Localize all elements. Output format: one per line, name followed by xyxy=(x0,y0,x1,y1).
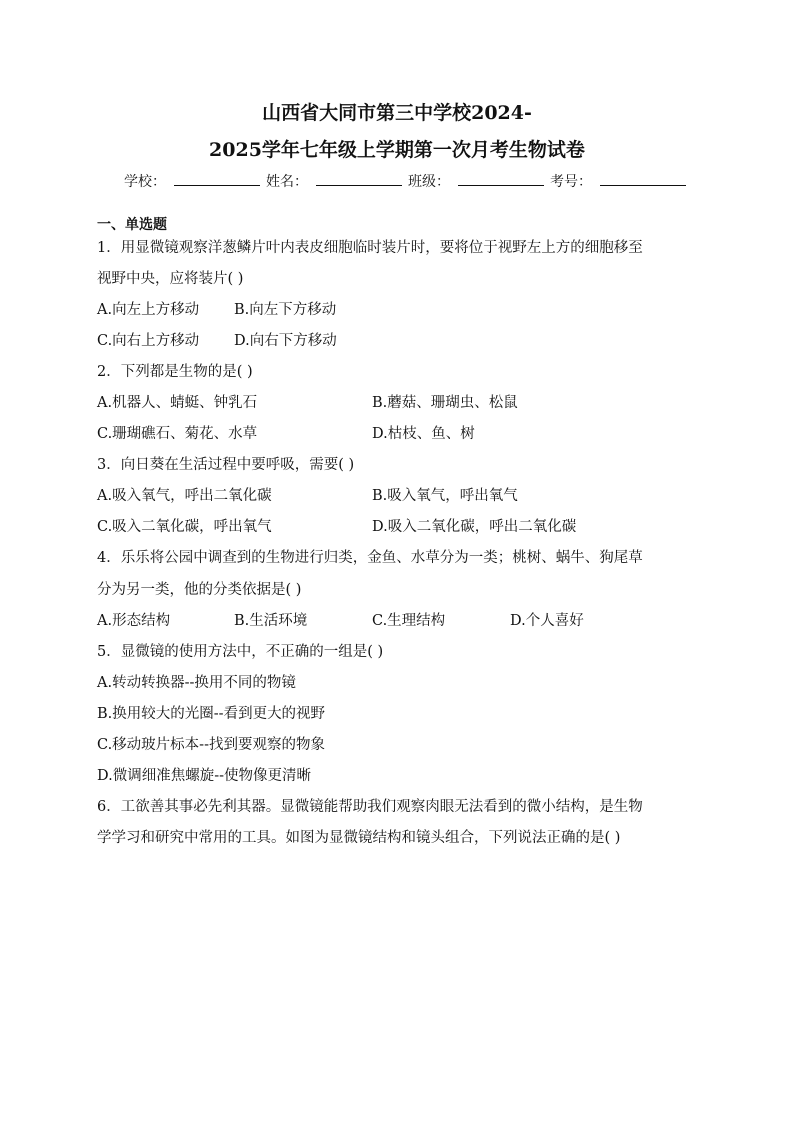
question-2-line-1: 2．下列都是生物的是( ) xyxy=(97,364,253,380)
question-5-option-d: D.微调细准焦螺旋--使物像更清晰 xyxy=(97,768,312,784)
question-5-option-a: A.转动转换器--换用不同的物镜 xyxy=(97,675,296,691)
class-blank[interactable] xyxy=(458,171,544,186)
question-2-option-b: B.蘑菇、珊瑚虫、松鼠 xyxy=(372,395,518,411)
exam-title-line-1: 山西省大同市第三中学校2024- xyxy=(262,102,532,124)
question-4-option-b: B.生活环境 xyxy=(234,613,308,629)
question-5-option-b: B.换用较大的光圈--看到更大的视野 xyxy=(97,706,326,722)
question-2-option-d: D.枯枝、鱼、树 xyxy=(372,426,475,442)
question-4-option-d: D.个人喜好 xyxy=(510,613,584,629)
school-blank[interactable] xyxy=(174,171,260,186)
exam-title-line-2: 2025学年七年级上学期第一次月考生物试卷 xyxy=(209,139,585,161)
question-3-option-d: D.吸入二氧化碳，呼出二氧化碳 xyxy=(372,519,577,535)
question-4-line-2: 分为另一类，他的分类依据是( ) xyxy=(97,582,302,598)
number-label: 考号： xyxy=(550,174,592,190)
question-1-option-b: B.向左下方移动 xyxy=(234,302,337,318)
question-5-option-c: C.移动玻片标本--找到要观察的物象 xyxy=(97,737,325,753)
school-label: 学校： xyxy=(124,174,166,190)
section-heading: 一、单选题 xyxy=(97,217,167,233)
question-3-option-b: B.吸入氧气，呼出氧气 xyxy=(372,488,518,504)
question-1-option-d: D.向右下方移动 xyxy=(234,333,337,349)
student-info-row xyxy=(124,171,692,192)
question-1-option-a: A.向左上方移动 xyxy=(97,302,200,318)
number-blank[interactable] xyxy=(600,171,686,186)
question-4-option-a: A.形态结构 xyxy=(97,613,171,629)
question-1-option-c: C.向右上方移动 xyxy=(97,333,200,349)
name-label: 姓名： xyxy=(266,174,308,190)
question-6-line-2: 学学习和研究中常用的工具。如图为显微镜结构和镜头组合，下列说法正确的是( ) xyxy=(97,830,621,846)
question-3-option-c: C.吸入二氧化碳，呼出氧气 xyxy=(97,519,272,535)
question-1-line-1: 1．用显微镜观察洋葱鳞片叶内表皮细胞临时装片时，要将位于视野左上方的细胞移至 xyxy=(97,240,643,256)
question-6-line-1: 6．工欲善其事必先利其器。显微镜能帮助我们观察肉眼无法看到的微小结构，是生物 xyxy=(97,799,643,815)
question-3-option-a: A.吸入氧气，呼出二氧化碳 xyxy=(97,488,272,504)
question-4-line-1: 4．乐乐将公园中调查到的生物进行归类，金鱼、水草分为一类；桃树、蜗牛、狗尾草 xyxy=(97,550,643,566)
question-2-option-c: C.珊瑚礁石、菊花、水草 xyxy=(97,426,258,442)
question-2-option-a: A.机器人、蜻蜓、钟乳石 xyxy=(97,395,258,411)
question-3-line-1: 3．向日葵在生活过程中要呼吸，需要( ) xyxy=(97,457,355,473)
name-blank[interactable] xyxy=(316,171,402,186)
question-5-line-1: 5．显微镜的使用方法中，不正确的一组是( ) xyxy=(97,644,384,660)
class-label: 班级： xyxy=(408,174,450,190)
question-4-option-c: C.生理结构 xyxy=(372,613,446,629)
question-1-line-2: 视野中央，应将装片( ) xyxy=(97,271,244,287)
